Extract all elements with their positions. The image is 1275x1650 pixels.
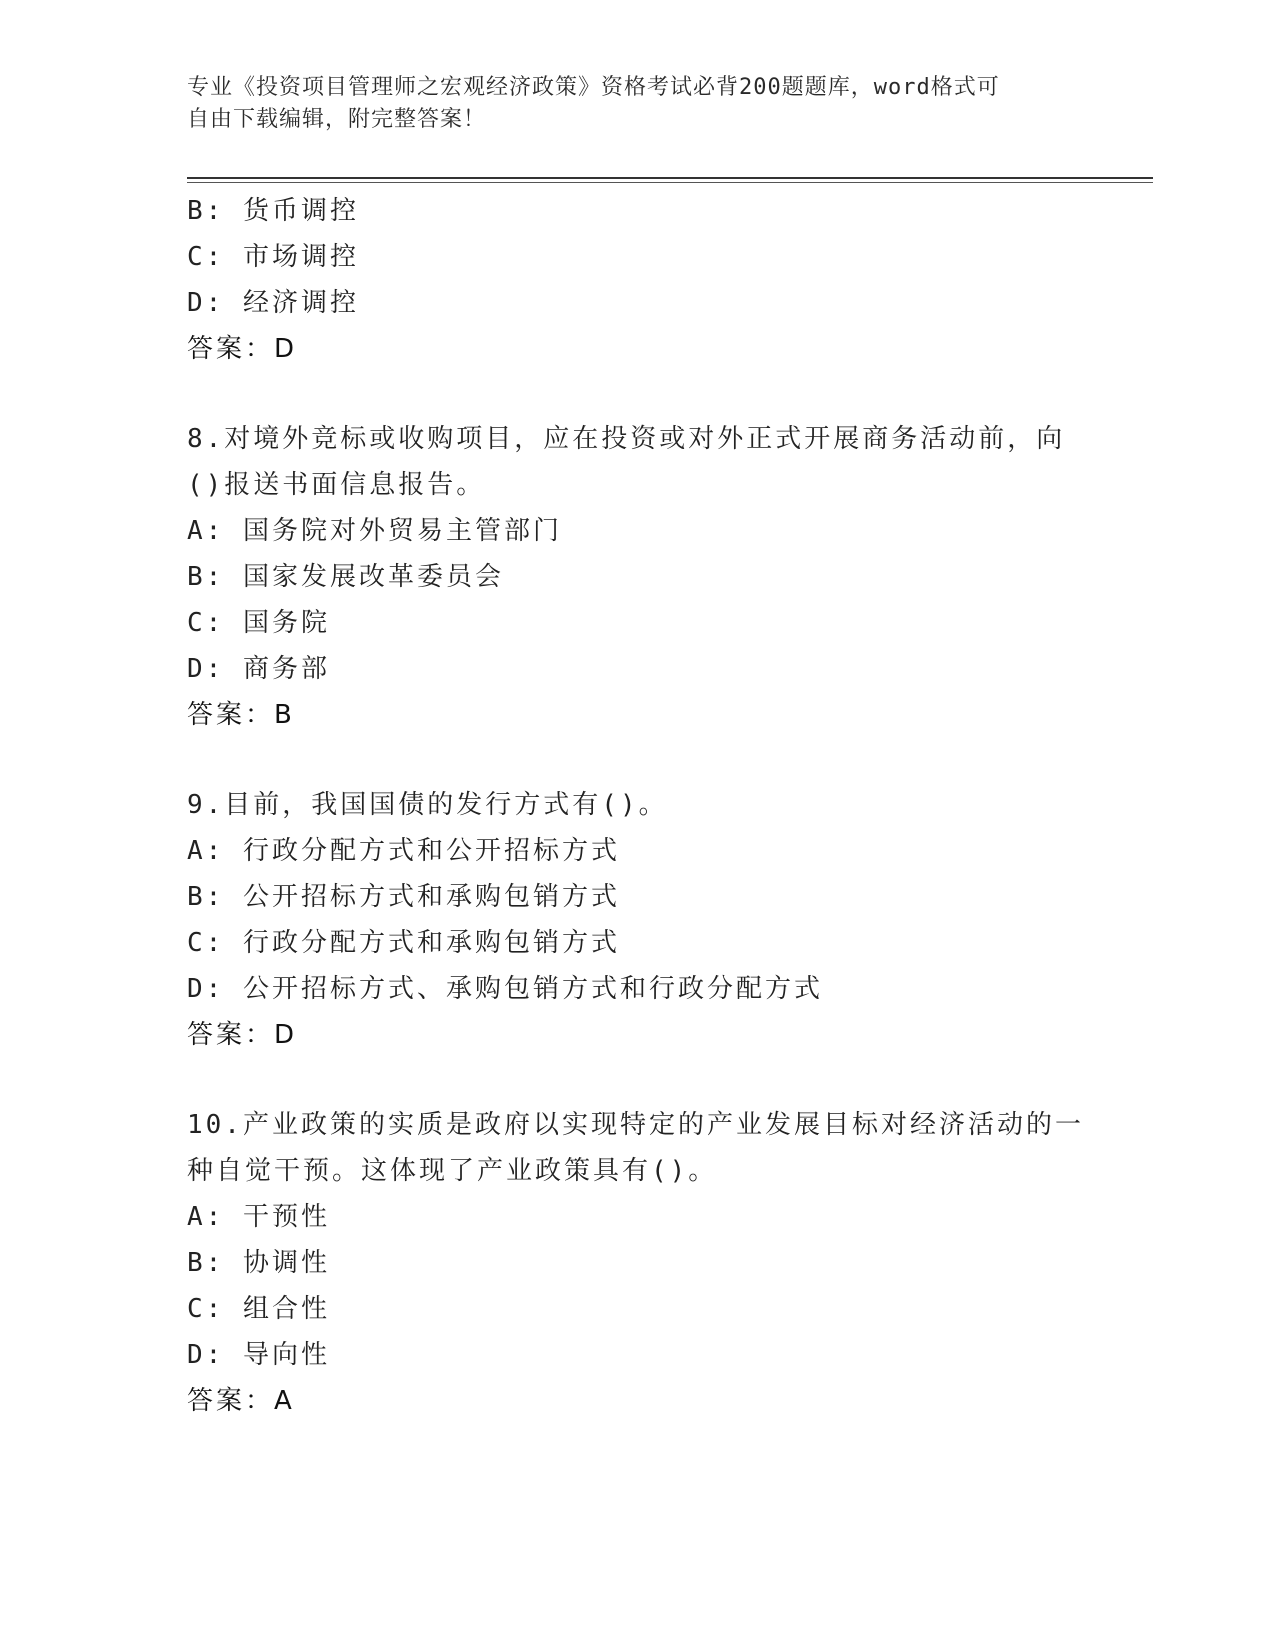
q8-option-d: D: 商务部 bbox=[187, 654, 330, 684]
question-7-partial bbox=[187, 188, 1087, 372]
q9-answer: 答案：D bbox=[187, 1020, 298, 1050]
question-8 bbox=[187, 416, 1087, 738]
q10-stem-line-1: 10.产业政策的实质是政府以实现特定的产业发展目标对经济活动的一 bbox=[187, 1110, 1084, 1140]
spacer bbox=[187, 372, 1087, 416]
q7-option-b: B: 货币调控 bbox=[187, 196, 359, 226]
q10-option-b: B: 协调性 bbox=[187, 1248, 330, 1278]
q8-stem-line-1: 8.对境外竞标或收购项目，应在投资或对外正式开展商务活动前，向 bbox=[187, 424, 1066, 454]
q8-stem-line-2: ()报送书面信息报告。 bbox=[187, 470, 486, 500]
q9-stem-line-1: 9.目前，我国国债的发行方式有()。 bbox=[187, 790, 668, 820]
q8-option-a: A: 国务院对外贸易主管部门 bbox=[187, 516, 562, 546]
header-line-2: 自由下载编辑，附完整答案！ bbox=[187, 107, 487, 132]
q8-option-b: B: 国家发展改革委员会 bbox=[187, 562, 504, 592]
spacer bbox=[187, 738, 1087, 782]
q10-option-d: D: 导向性 bbox=[187, 1340, 330, 1370]
q8-option-c: C: 国务院 bbox=[187, 608, 330, 638]
question-list bbox=[187, 188, 1087, 1424]
header-line-1: 专业《投资项目管理师之宏观经济政策》资格考试必背200题题库，word格式可 bbox=[187, 75, 1000, 100]
q9-option-a: A: 行政分配方式和公开招标方式 bbox=[187, 836, 620, 866]
q10-answer: 答案：A bbox=[187, 1386, 295, 1416]
question-9 bbox=[187, 782, 1087, 1058]
question-10 bbox=[187, 1102, 1087, 1424]
q10-option-c: C: 组合性 bbox=[187, 1294, 330, 1324]
header-rule-thin bbox=[187, 182, 1153, 183]
header-rule-thick bbox=[187, 177, 1153, 179]
spacer bbox=[187, 1058, 1087, 1102]
q9-option-b: B: 公开招标方式和承购包销方式 bbox=[187, 882, 620, 912]
q7-answer: 答案：D bbox=[187, 334, 298, 364]
q10-option-a: A: 干预性 bbox=[187, 1202, 330, 1232]
q7-option-d: D: 经济调控 bbox=[187, 288, 359, 318]
q9-option-c: C: 行政分配方式和承购包销方式 bbox=[187, 928, 620, 958]
q8-answer: 答案：B bbox=[187, 700, 295, 730]
q7-option-c: C: 市场调控 bbox=[187, 242, 359, 272]
q10-stem-line-2: 种自觉干预。这体现了产业政策具有()。 bbox=[187, 1156, 718, 1186]
q9-option-d: D: 公开招标方式、承购包销方式和行政分配方式 bbox=[187, 974, 823, 1004]
document-header bbox=[187, 72, 1067, 136]
